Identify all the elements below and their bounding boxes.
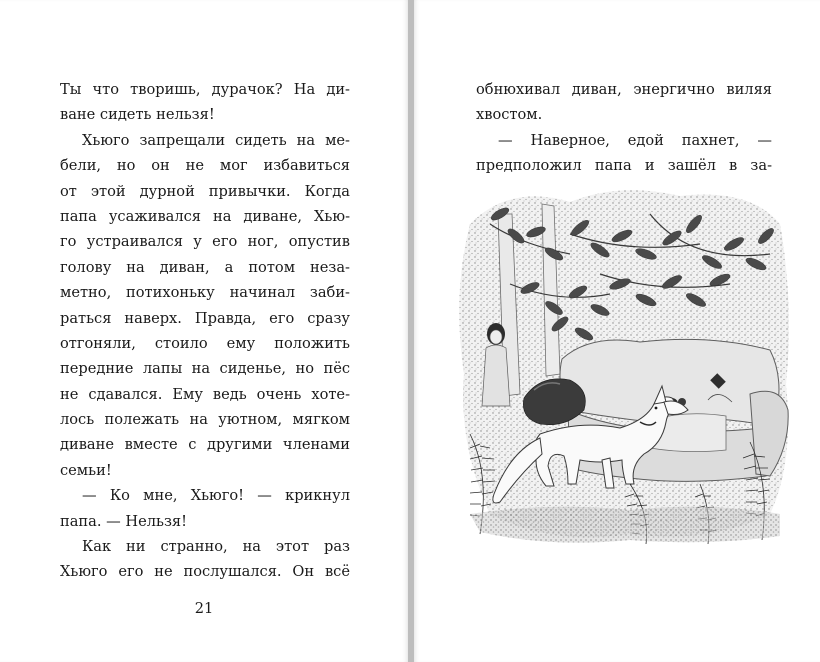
text-line: Как ни странно, на этот раз [82,538,350,556]
text-line: бели, но он не мог избавиться [60,157,350,175]
text-line: Хьюго его не послушался. Он всё [60,563,350,581]
text-line: раться наверх. Правда, его сразу [60,309,350,327]
text-line: — Ко мне, Хьюго! — крикнул [82,487,350,505]
text-line: Ты что творишь, дурачок? На ди- [60,81,350,98]
text-line: не сдавался. Ему ведь очень хоте- [60,385,350,403]
left-page-text [60,77,350,585]
text-line: метно, потихоньку начинал заби- [60,284,350,302]
text-line: предположил папа и зашёл в за- [476,157,772,175]
right-page-text [476,77,772,179]
text-line: голову на диван, а потом неза- [60,258,350,276]
text-line: семьи! [60,461,112,479]
text-line: Хьюго запрещали сидеть на ме- [82,131,350,149]
text-line: — Наверное, едой пахнет, — [498,131,772,149]
dog-sofa-illustration [450,184,794,556]
text-line: отгоняли, стоило ему положить [60,334,350,352]
text-line: лось полежать на уютном, мягком [60,411,350,429]
text-line: передние лапы на сиденье, но пёс [60,360,350,378]
text-line: диване вместе с другими членами [60,436,350,454]
text-line: обнюхивал диван, энергично виляя [476,81,772,98]
left-page [0,0,408,662]
text-line: хвостом. [476,106,543,124]
page-number: 21 [194,600,214,617]
text-line: от этой дурной привычки. Когда [60,182,350,200]
text-line: го устраивался у его ног, опустив [60,233,350,251]
text-line: папа усаживался на диване, Хью- [60,207,350,225]
right-page [414,0,820,662]
text-line: ване сидеть нельзя! [60,106,215,124]
text-line: папа. — Нельзя! [60,512,187,530]
